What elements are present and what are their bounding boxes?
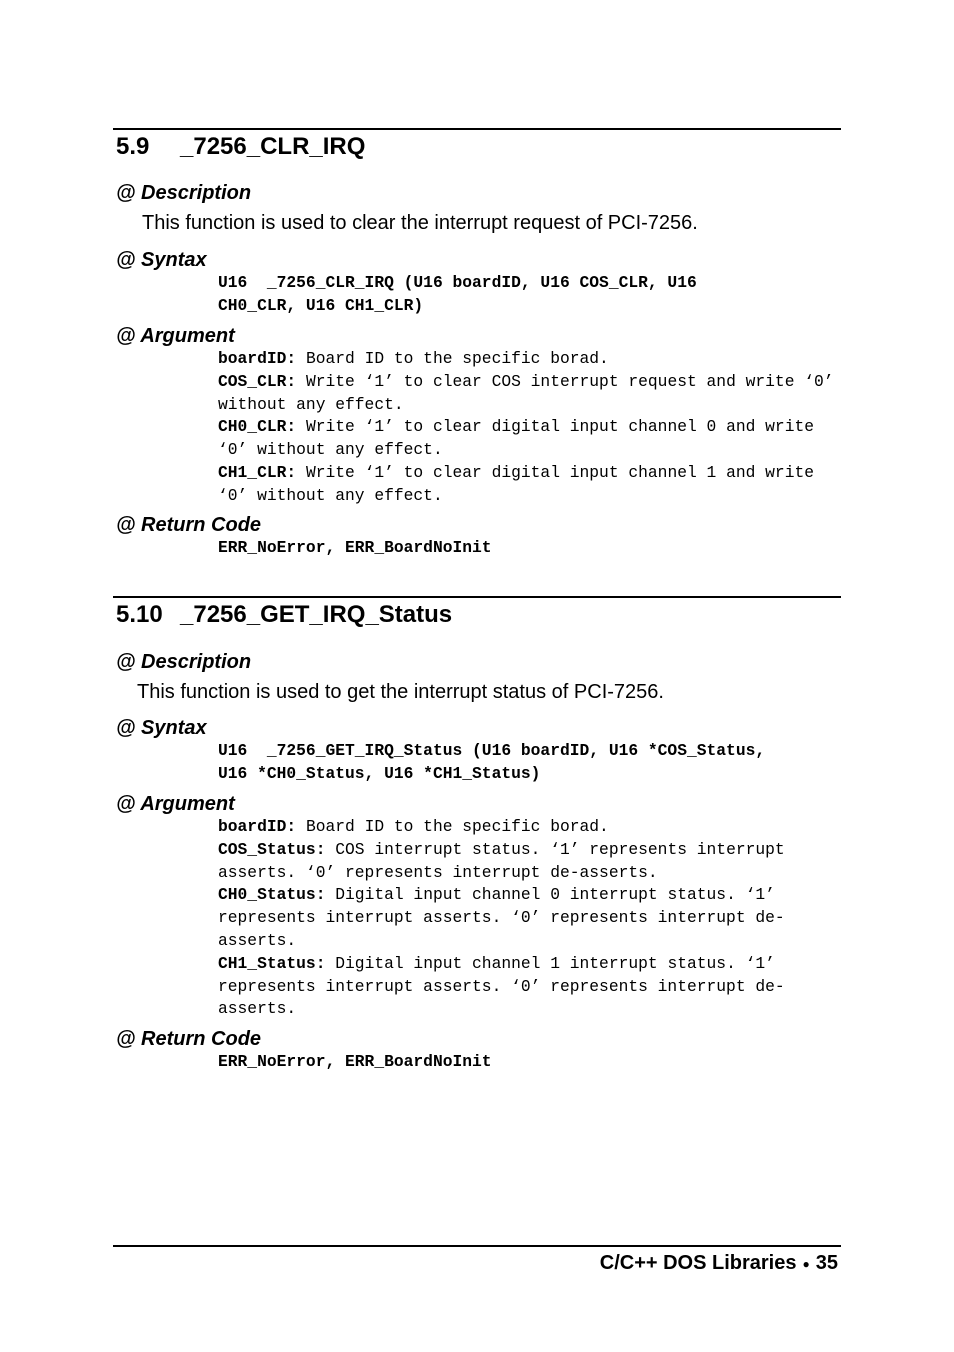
- syntax-block: [218, 740, 838, 786]
- argument-label: @ Argument: [116, 325, 235, 347]
- argument-name: COS_CLR:: [218, 371, 297, 391]
- argument-name: boardID:: [218, 817, 297, 836]
- argument-item: [218, 839, 838, 885]
- argument-text: Write ‘1’ to clear digital input channel 0 and write ‘0’ without any effect.: [218, 417, 814, 460]
- argument-text: Digital input channel 0 interrupt status. ‘1’ represents interrupt asserts. ‘0’ represents interrupt de-asserts.: [218, 885, 785, 950]
- return-code-label: @ Return Code: [116, 1028, 262, 1050]
- argument-name: CH0_Status:: [218, 885, 326, 905]
- argument-name: CH1_Status:: [218, 953, 326, 973]
- syntax-line: U16 *CH0_Status, U16 *CH1_Status): [218, 763, 541, 783]
- argument-text: COS interrupt status. ‘1’ represents interrupt asserts. ‘0’ represents interrupt de-asserts.: [218, 839, 785, 882]
- syntax-label: @ Syntax: [116, 717, 207, 739]
- footer-title: C/C++ DOS Libraries: [599, 1252, 797, 1274]
- argument-text: Write ‘1’ to clear COS interrupt request and write ‘0’ without any effect.: [218, 371, 834, 414]
- syntax-label: @ Syntax: [116, 249, 207, 271]
- section-divider: [113, 596, 841, 598]
- syntax-block: [218, 272, 838, 318]
- argument-item: [218, 348, 838, 371]
- argument-name: CH1_CLR:: [218, 462, 297, 482]
- argument-item: [218, 816, 838, 839]
- argument-name: boardID:: [218, 349, 297, 368]
- footer-divider: [113, 1245, 841, 1247]
- return-code-value: ERR_NoError, ERR_BoardNoInit: [218, 538, 492, 557]
- return-code-block: [218, 537, 838, 560]
- argument-item: [218, 953, 838, 1021]
- argument-name: COS_Status:: [218, 839, 326, 859]
- argument-item: [218, 416, 838, 462]
- argument-list: [218, 348, 838, 508]
- section-heading: [116, 601, 452, 629]
- argument-text: Board ID to the specific borad.: [296, 817, 609, 836]
- page-number: 35: [815, 1252, 838, 1274]
- section-divider: [113, 128, 841, 130]
- argument-text: Write ‘1’ to clear digital input channel 1 and write ‘0’ without any effect.: [218, 462, 814, 505]
- argument-name: CH0_CLR:: [218, 417, 297, 437]
- section-title: _7256_CLR_IRQ: [180, 133, 366, 160]
- argument-item: [218, 884, 838, 952]
- return-code-value: ERR_NoError, ERR_BoardNoInit: [218, 1052, 492, 1071]
- section-number: 5.9: [116, 133, 150, 160]
- argument-text: Board ID to the specific borad.: [296, 349, 609, 368]
- section-heading: [116, 133, 365, 161]
- section-number: 5.10: [116, 601, 163, 628]
- description-label: @ Description: [116, 651, 252, 673]
- section-title: _7256_GET_IRQ_Status: [180, 601, 453, 628]
- argument-list: [218, 816, 838, 1021]
- return-code-block: [218, 1051, 838, 1074]
- description-label: @ Description: [116, 182, 252, 204]
- syntax-line: U16 _7256_GET_IRQ_Status (U16 boardID, U16 *COS_Status,: [218, 741, 766, 760]
- description-text: This function is used to get the interrupt status of PCI-7256.: [137, 681, 664, 703]
- argument-item: [218, 462, 838, 508]
- syntax-line: CH0_CLR, U16 CH1_CLR): [218, 295, 424, 315]
- argument-label: @ Argument: [116, 793, 235, 815]
- argument-item: [218, 371, 838, 417]
- description-text: This function is used to clear the interrupt request of PCI-7256.: [142, 212, 698, 234]
- return-code-label: @ Return Code: [116, 514, 262, 536]
- argument-text: Digital input channel 1 interrupt status. ‘1’ represents interrupt asserts. ‘0’ represents interrupt de-asserts.: [218, 953, 785, 1019]
- bullet-icon: ●: [802, 1256, 810, 1271]
- page-footer: [600, 1251, 838, 1276]
- syntax-line: U16 _7256_CLR_IRQ (U16 boardID, U16 COS_CLR, U16: [218, 273, 697, 292]
